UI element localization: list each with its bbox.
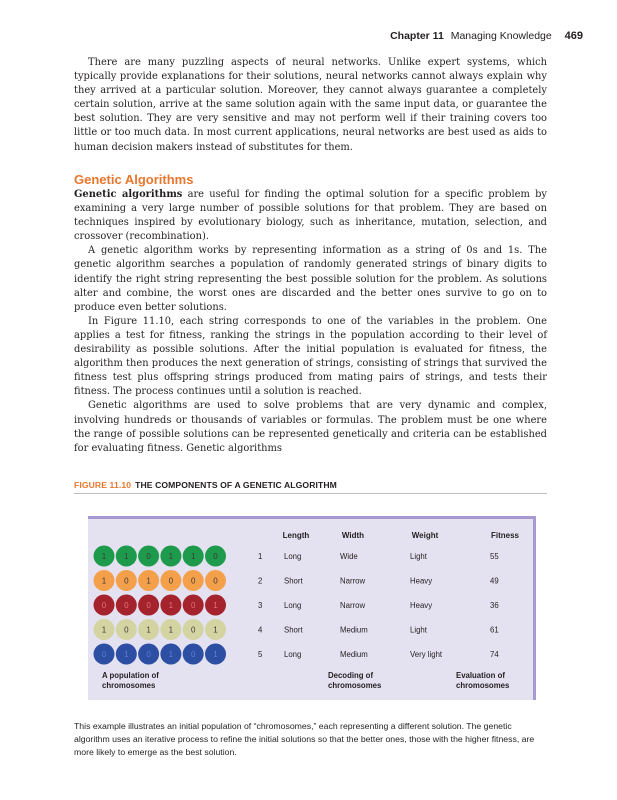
- gene-bit: 1: [168, 601, 174, 610]
- gene-bit: 0: [124, 625, 129, 635]
- chromosome-id: 5: [258, 650, 263, 659]
- gene-bit: 1: [168, 625, 174, 635]
- gene-bit: 0: [146, 552, 151, 561]
- intro-paragraph-block: [74, 56, 547, 155]
- genetic-algorithm-diagram: [88, 519, 533, 700]
- col-header-fitness: Fitness: [490, 531, 520, 540]
- decoded-weight: Heavy: [410, 601, 433, 610]
- gene-bit: 1: [101, 625, 107, 635]
- chromosome-row: [94, 619, 499, 640]
- decoding-label-line1: Decoding of: [328, 671, 374, 680]
- chromosome-id: 2: [258, 576, 263, 586]
- fitness-value: 61: [490, 625, 499, 635]
- decoded-weight: Very light: [410, 650, 443, 659]
- decoded-width: Narrow: [340, 601, 366, 610]
- decoded-length: Short: [284, 576, 303, 586]
- decoded-length: Short: [284, 625, 303, 635]
- fitness-value: 49: [490, 576, 499, 586]
- gene-bit: 0: [213, 576, 218, 586]
- gene-bit: 0: [213, 552, 218, 561]
- decoding-label-line2: chromosomes: [328, 681, 382, 690]
- gene-bit: 1: [124, 552, 129, 561]
- figure-number: FIGURE 11.10: [74, 480, 132, 490]
- chromosome-row: [94, 595, 499, 616]
- chapter-label: Chapter 11: [390, 30, 444, 42]
- decoded-width: Medium: [340, 625, 368, 635]
- key-term: Genetic algorithms: [74, 189, 183, 200]
- gene-bit: 0: [101, 650, 107, 659]
- figure-caption: This example illustrates an initial population of “chromosomes,” each representing a different solution. The genetic algorithm uses an iterative process to refine the initial solutions so that the better ones, those with the higher fitness, are more likely to emerge as the best solution.: [74, 721, 535, 757]
- gene-bit: 0: [168, 576, 174, 586]
- gene-bit: 0: [190, 650, 196, 659]
- fitness-value: 55: [490, 552, 499, 561]
- ga-paragraph-1-text: are useful for finding the optimal solution for a specific problem by examining a very large number of possible solutions for that problem. They are based on techniques inspired by evolutionary biology, such as inheritance, mutation, selection, and crossover (recombination).: [74, 189, 547, 243]
- decoded-width: Narrow: [340, 576, 366, 586]
- gene-bit: 1: [213, 650, 218, 659]
- section-label: Managing Knowledge: [450, 30, 552, 42]
- gene-bit: 0: [101, 601, 107, 610]
- gene-bit: 0: [124, 576, 129, 586]
- figure-title: [74, 480, 337, 490]
- ga-paragraph-3: In Figure 11.10, each string corresponds to one of the variables in the problem. One applies a test for fitness, ranking the strings in the population according to their level of desirability as possible solutions. After the initial population is evaluated for fitness, the algorithm then produces the next generation of strings, consisting of strings that survived the fitness test plus offspring strings produced from mating pairs of strings, and tests their fitness. The process continues until a solution is reached.: [74, 315, 547, 398]
- evaluation-label-line2: chromosomes: [456, 681, 510, 690]
- fitness-value: 74: [490, 650, 499, 659]
- figure-title-text: THE COMPONENTS OF A GENETIC ALGORITHM: [135, 480, 337, 490]
- figure-panel: [88, 516, 536, 700]
- evaluation-label-line1: Evaluation of: [456, 671, 505, 680]
- decoded-weight: Light: [410, 552, 427, 561]
- decoded-length: Long: [284, 552, 302, 561]
- intro-paragraph: There are many puzzling aspects of neural networks. Unlike expert systems, which typically provide explanations for their solutions, neural networks cannot always explain why they arrived at a particular solution. Moreover, they cannot always guarantee a completely certain solution, arrive at the same solution again with the same input data, or guarantee the best solution. They are very sensitive and may not perform well if their training covers too little or too much data. In most current applications, neural networks are best used as aids to human decision makers instead of substitutes for them.: [74, 57, 547, 153]
- gene-bit: 0: [124, 601, 129, 610]
- gene-bit: 1: [168, 650, 174, 659]
- decoded-width: Wide: [340, 552, 358, 561]
- decoded-weight: Heavy: [410, 576, 433, 586]
- chromosome-id: 3: [258, 601, 263, 610]
- decoded-length: Long: [284, 650, 302, 659]
- col-header-weight: Weight: [411, 531, 439, 540]
- ga-paragraph-4: Genetic algorithms are used to solve problems that are very dynamic and complex, involving hundreds or thousands of variables or formulas. The problem must be one where the range of possible solutions can be represented genetically and criteria can be established for evaluating fitness. Genetic algorithms: [74, 400, 547, 454]
- gene-bit: 1: [168, 552, 174, 561]
- ga-paragraph-2: A genetic algorithm works by representing information as a string of 0s and 1s. The genetic algorithm searches a population of randomly generated strings of binary digits to identify the right string representing the best possible solution for the problem. As solutions alter and combine, the worst ones are discarded and the better ones survive to go on to produce even better solutions.: [74, 245, 547, 313]
- decoded-length: Long: [284, 601, 302, 610]
- chromosome-row: [94, 644, 500, 665]
- genetic-algorithms-text: [74, 188, 547, 456]
- gene-bit: 0: [146, 601, 151, 610]
- gene-bit: 0: [190, 625, 196, 635]
- decoded-weight: Light: [410, 625, 427, 635]
- gene-bit: 0: [146, 650, 151, 659]
- chromosome-id: 1: [258, 552, 263, 561]
- ga-paragraph-1: [74, 188, 547, 244]
- col-header-width: Width: [341, 531, 365, 540]
- chromosome-row: [94, 546, 500, 567]
- gene-bit: 1: [146, 625, 151, 635]
- section-heading: Genetic Algorithms: [74, 172, 194, 187]
- figure-rule: [74, 493, 547, 494]
- population-label-line1: A population of: [102, 671, 159, 680]
- fitness-value: 36: [490, 601, 499, 610]
- gene-bit: 0: [190, 601, 196, 610]
- running-header: [390, 30, 583, 42]
- chromosome-rows: [94, 546, 500, 665]
- gene-bit: 1: [190, 552, 196, 561]
- decoded-width: Medium: [340, 650, 368, 659]
- gene-bit: 1: [124, 650, 129, 659]
- page-number: 469: [564, 30, 583, 42]
- gene-bit: 1: [101, 552, 107, 561]
- gene-bit: 1: [213, 601, 218, 610]
- chromosome-id: 4: [258, 625, 263, 635]
- col-header-length: Length: [282, 531, 310, 540]
- gene-bit: 1: [146, 576, 151, 586]
- population-label-line2: chromosomes: [102, 681, 156, 690]
- gene-bit: 1: [213, 625, 218, 635]
- gene-bit: 0: [190, 576, 196, 586]
- gene-bit: 1: [101, 576, 107, 586]
- chromosome-row: [94, 570, 499, 591]
